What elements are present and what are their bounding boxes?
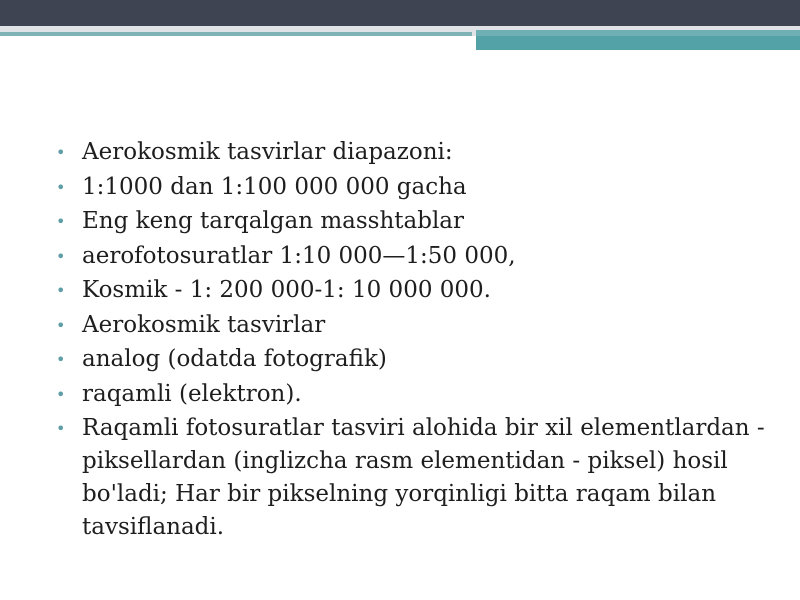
bullet-icon: • <box>56 419 66 438</box>
bullet-text: Aerokosmik tasvirlar <box>82 311 326 338</box>
header-stripe-right <box>476 36 800 50</box>
bullet-icon: • <box>56 177 66 197</box>
bullet-list <box>56 136 776 546</box>
bullet-text: aerofotosuratlar 1:10 000—1:50 000, <box>82 242 516 269</box>
bullet-item <box>56 343 776 376</box>
bullet-item <box>56 309 776 342</box>
bullet-item <box>56 136 776 169</box>
bullet-icon: • <box>56 384 66 404</box>
bullet-item <box>56 378 776 411</box>
bullet-item <box>56 205 776 238</box>
bullet-icon: • <box>56 281 66 300</box>
bullet-text: analog (odatda fotografik) <box>82 346 387 372</box>
bullet-text: Kosmik - 1: 200 000-1: 10 000 000. <box>82 277 491 303</box>
bullet-item <box>56 171 776 204</box>
bullet-item <box>56 412 776 544</box>
bullet-text: Aerokosmik tasvirlar diapazoni: <box>82 139 453 165</box>
bullet-item <box>56 240 776 273</box>
bullet-text: 1:1000 dan 1:100 000 000 gacha <box>82 173 467 200</box>
bullet-text: Eng keng tarqalgan masshtablar <box>82 208 465 234</box>
bullet-icon: • <box>56 350 66 369</box>
bullet-text: Raqamli fotosuratlar tasviri alohida bir xil elementlardan - piksellardan (inglizcha rasm elementidan - piksel) hosil bo'ladi; Har bir pikselning yorqinligi bitta raqam bilan tavsiflanadi. <box>82 415 765 540</box>
bullet-item <box>56 274 776 307</box>
bullet-icon: • <box>56 143 66 162</box>
bullet-icon: • <box>56 246 66 266</box>
bullet-icon: • <box>56 212 66 231</box>
header-stripe-left <box>0 32 472 36</box>
header-bar-dark <box>0 0 800 26</box>
bullet-text: raqamli (elektron). <box>82 380 302 407</box>
bullet-icon: • <box>56 315 66 335</box>
